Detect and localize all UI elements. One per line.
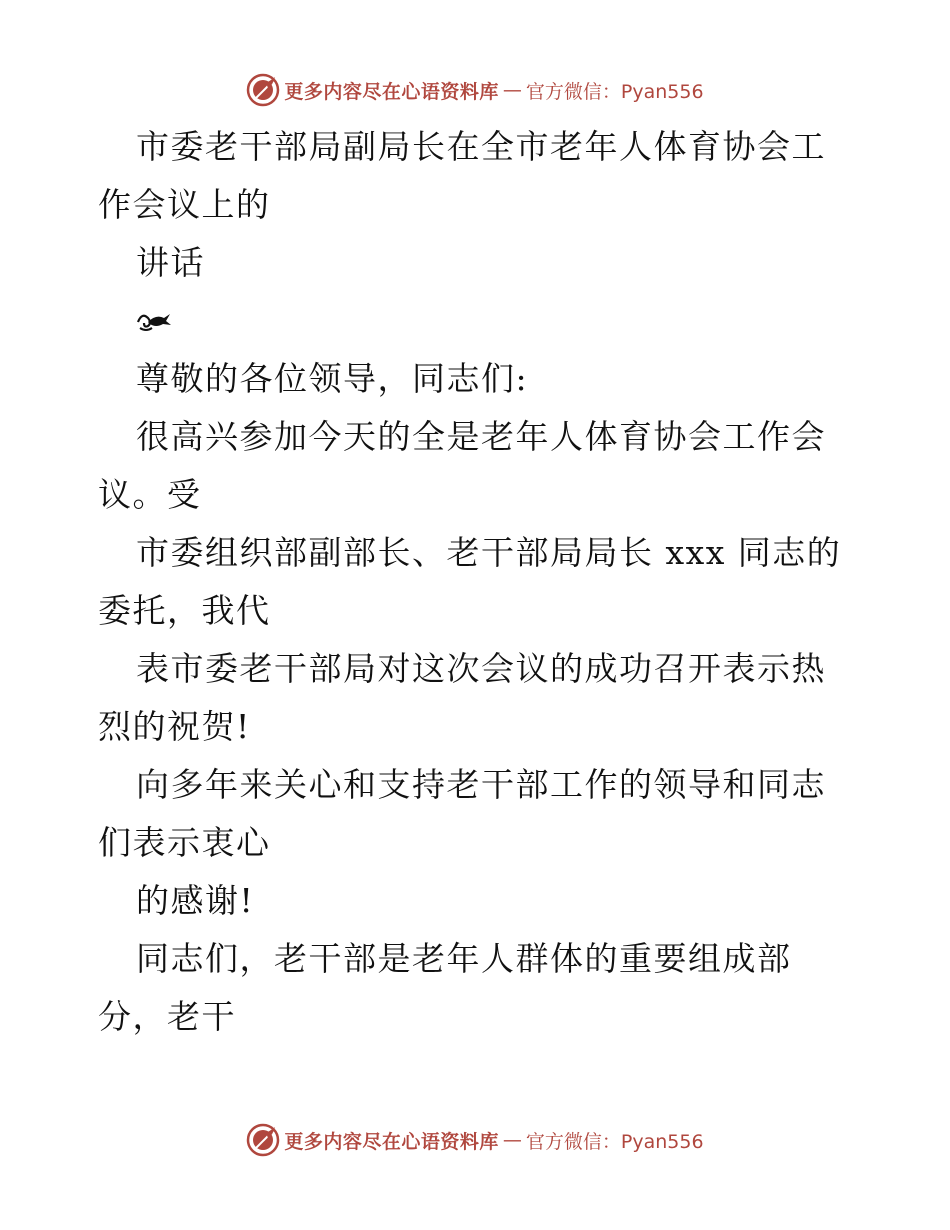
footer-banner bbox=[0, 1120, 950, 1160]
salutation: 尊敬的各位领导，同志们: bbox=[136, 359, 529, 398]
document-title-continued: 讲话 bbox=[136, 243, 205, 282]
quill-logo-icon bbox=[246, 1123, 280, 1157]
paragraph: 的感谢! bbox=[136, 881, 255, 920]
quill-logo-icon bbox=[246, 73, 280, 107]
paragraph: 表市委老干部局对这次会议的成功召开表示热烈的祝贺! bbox=[98, 649, 826, 746]
banner-brand-text: 更多内容尽在心语资料库 bbox=[284, 1130, 499, 1153]
banner-official-account: 官方微信：Pyan556 bbox=[525, 80, 704, 103]
ornament bbox=[98, 292, 858, 350]
paragraph: 市委组织部副部长、老干部局局长 xxx 同志的委托，我代 bbox=[98, 533, 842, 630]
banner-separator: — bbox=[502, 1129, 522, 1151]
document-body bbox=[98, 118, 858, 1046]
paragraph: 同志们，老干部是老年人群体的重要组成部分，老干 bbox=[98, 939, 792, 1036]
banner-brand-text: 更多内容尽在心语资料库 bbox=[284, 80, 499, 103]
banner-official-account: 官方微信：Pyan556 bbox=[525, 1130, 704, 1153]
floral-ornament-icon bbox=[136, 310, 172, 332]
paragraph: 很高兴参加今天的全是老年人体育协会工作会议。受 bbox=[98, 417, 826, 514]
header-banner bbox=[0, 70, 950, 110]
paragraph: 向多年来关心和支持老干部工作的领导和同志们表示衷心 bbox=[98, 765, 826, 862]
banner-separator: — bbox=[502, 79, 522, 101]
document-title: 市委老干部局副局长在全市老年人体育协会工作会议上的 bbox=[98, 127, 826, 224]
